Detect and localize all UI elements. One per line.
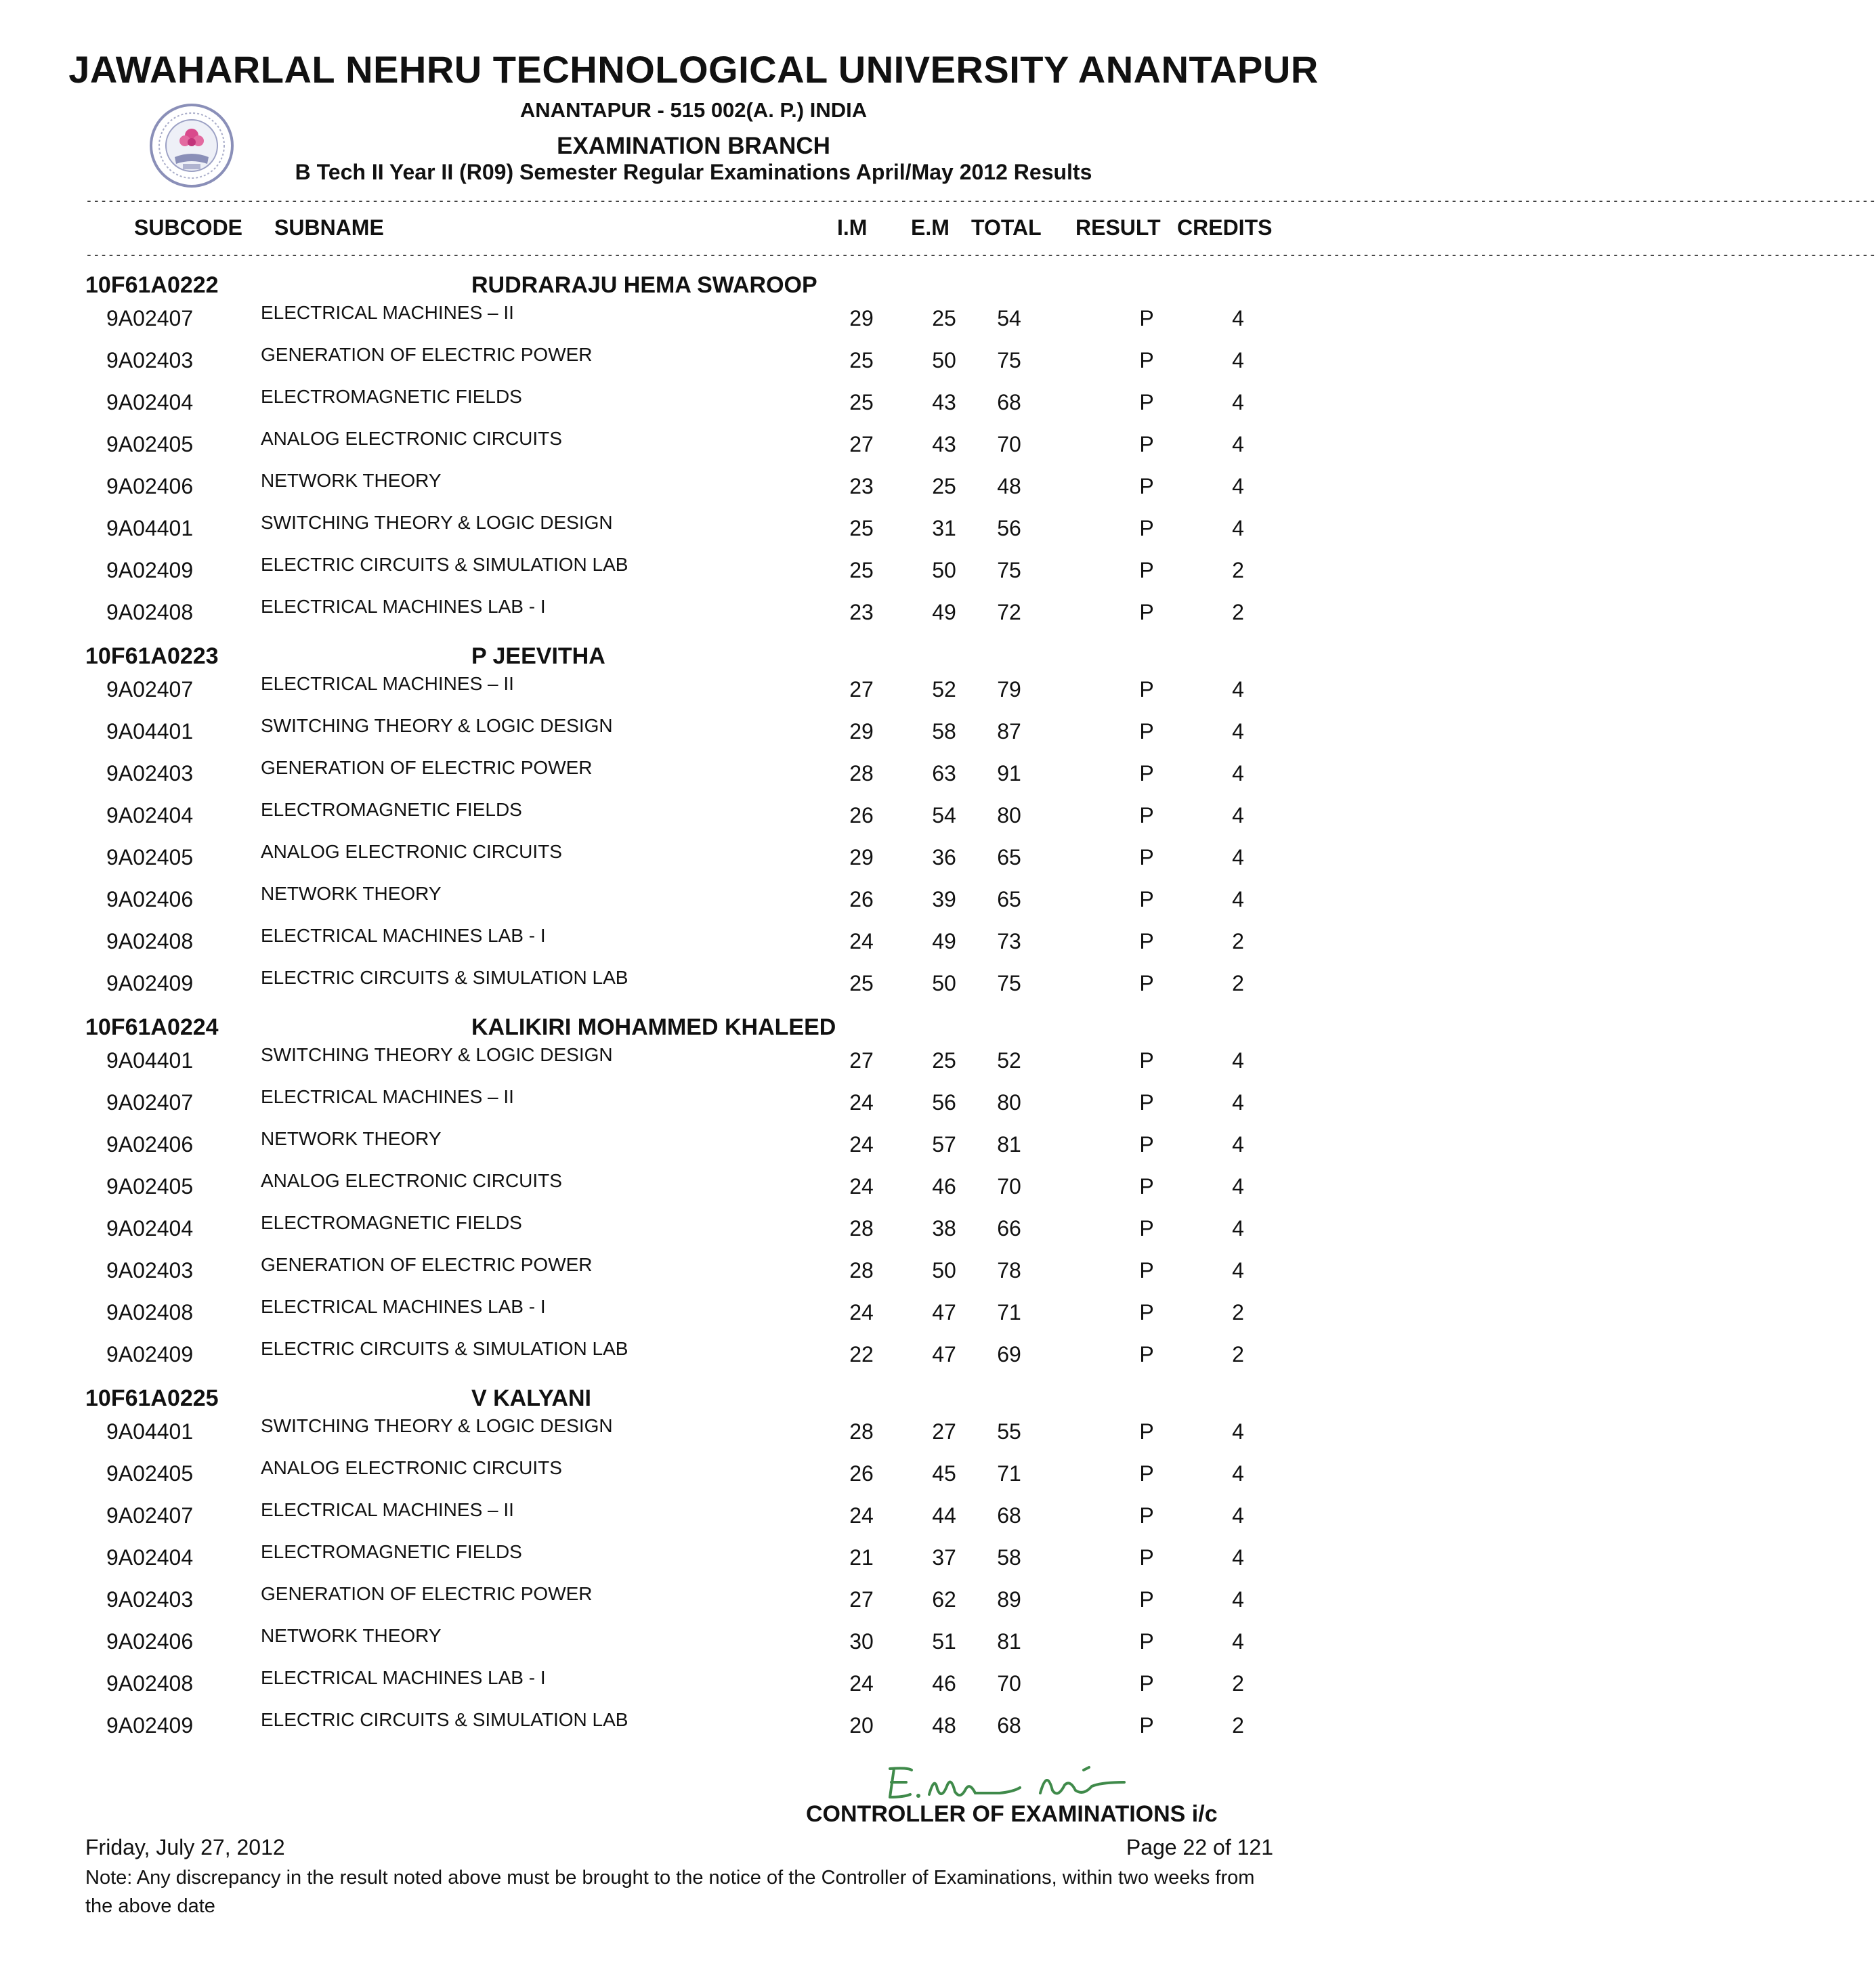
result-status: P (1139, 1132, 1154, 1157)
table-row (0, 1417, 1387, 1450)
subject-code: 9A02409 (106, 1342, 194, 1366)
credits: 4 (1232, 474, 1244, 498)
student-name: RUDRARAJU HEMA SWAROOP (471, 272, 817, 298)
credits: 4 (1232, 390, 1244, 414)
external-marks: 50 (932, 971, 956, 995)
university-address: ANANTAPUR - 515 002(A. P.) INDIA (519, 98, 868, 122)
credits: 2 (1232, 971, 1244, 995)
discrepancy-note: Note: Any discrepancy in the result noted above must be brought to the notice of the Controller of Examinations, within two weeks from the above date (85, 1867, 1255, 1917)
subject-code: 9A02409 (106, 558, 194, 582)
result-status: P (1139, 600, 1154, 624)
controller-title: CONTROLLER OF EXAMINATIONS i/c (806, 1801, 1218, 1827)
total-marks: 81 (997, 1132, 1021, 1157)
credits: 4 (1232, 1174, 1244, 1199)
result-status: P (1139, 1342, 1154, 1366)
result-status: P (1139, 1587, 1154, 1612)
subject-name: NETWORK THEORY (261, 1625, 442, 1646)
total-marks: 65 (997, 845, 1021, 869)
subject-name: ANALOG ELECTRONIC CIRCUITS (261, 1170, 562, 1191)
subject-name: ELECTRIC CIRCUITS & SIMULATION LAB (261, 554, 628, 575)
external-marks: 38 (932, 1216, 956, 1241)
subject-code: 9A02409 (106, 971, 194, 995)
external-marks: 44 (932, 1503, 956, 1528)
student-name: P JEEVITHA (471, 643, 605, 669)
table-row (0, 1046, 1387, 1079)
result-status: P (1139, 558, 1154, 582)
table-row (0, 884, 1387, 918)
external-marks: 57 (932, 1132, 956, 1157)
subject-name: ELECTRICAL MACHINES – II (261, 1499, 514, 1520)
table-row (0, 597, 1387, 631)
internal-marks: 21 (849, 1545, 874, 1570)
internal-marks: 23 (849, 474, 874, 498)
subject-name: SWITCHING THEORY & LOGIC DESIGN (261, 715, 613, 736)
credits: 2 (1232, 1671, 1244, 1696)
credits: 4 (1232, 887, 1244, 911)
table-row (0, 1087, 1387, 1121)
internal-marks: 28 (849, 761, 874, 785)
subject-code: 9A02406 (106, 1629, 194, 1654)
col-header-em: E.M (911, 215, 950, 240)
student-header (0, 1385, 1387, 1419)
external-marks: 62 (932, 1587, 956, 1612)
internal-marks: 24 (849, 1503, 874, 1528)
subject-code: 9A02405 (106, 845, 194, 869)
table-row (0, 513, 1387, 547)
student-roll-number: 10F61A0225 (85, 1385, 219, 1411)
credits: 4 (1232, 1503, 1244, 1528)
total-marks: 73 (997, 929, 1021, 953)
internal-marks: 24 (849, 929, 874, 953)
table-row (0, 1710, 1387, 1744)
result-status: P (1139, 1048, 1154, 1073)
external-marks: 46 (932, 1174, 956, 1199)
total-marks: 65 (997, 887, 1021, 911)
total-marks: 91 (997, 761, 1021, 785)
internal-marks: 24 (849, 1132, 874, 1157)
credits: 4 (1232, 432, 1244, 456)
table-row (0, 555, 1387, 589)
total-marks: 87 (997, 719, 1021, 744)
credits: 4 (1232, 719, 1244, 744)
external-marks: 50 (932, 348, 956, 372)
table-row (0, 926, 1387, 960)
subject-name: ELECTRICAL MACHINES – II (261, 1086, 514, 1107)
page-number: Page 22 of 121 (1126, 1835, 1273, 1859)
table-row (0, 471, 1387, 505)
external-marks: 39 (932, 887, 956, 911)
subject-name: ELECTRIC CIRCUITS & SIMULATION LAB (261, 1709, 628, 1730)
result-status: P (1139, 390, 1154, 414)
result-status: P (1139, 803, 1154, 827)
subject-code: 9A04401 (106, 516, 194, 540)
credits: 4 (1232, 803, 1244, 827)
internal-marks: 24 (849, 1671, 874, 1696)
result-status: P (1139, 1419, 1154, 1444)
col-header-subcode: SUBCODE (134, 215, 243, 240)
subject-code: 9A02405 (106, 432, 194, 456)
result-status: P (1139, 1713, 1154, 1738)
total-marks: 70 (997, 432, 1021, 456)
table-row (0, 303, 1387, 337)
result-status: P (1139, 1174, 1154, 1199)
table-row (0, 1255, 1387, 1289)
subject-code: 9A02405 (106, 1461, 194, 1486)
internal-marks: 25 (849, 558, 874, 582)
total-marks: 70 (997, 1671, 1021, 1696)
result-status: P (1139, 1629, 1154, 1654)
university-name: JAWAHARLAL NEHRU TECHNOLOGICAL UNIVERSITY ANANTAPUR (68, 48, 1319, 91)
subject-name: ELECTRICAL MACHINES – II (261, 302, 514, 323)
subject-code: 9A02403 (106, 1587, 194, 1612)
subject-name: SWITCHING THEORY & LOGIC DESIGN (261, 1044, 613, 1065)
credits: 4 (1232, 1629, 1244, 1654)
external-marks: 31 (932, 516, 956, 540)
subject-code: 9A04401 (106, 1419, 194, 1444)
table-row (0, 345, 1387, 379)
external-marks: 63 (932, 761, 956, 785)
credits: 2 (1232, 558, 1244, 582)
internal-marks: 26 (849, 803, 874, 827)
total-marks: 56 (997, 516, 1021, 540)
result-status: P (1139, 1461, 1154, 1486)
external-marks: 25 (932, 474, 956, 498)
result-status: P (1139, 474, 1154, 498)
student-roll-number: 10F61A0224 (85, 1014, 219, 1040)
col-header-subname: SUBNAME (274, 215, 384, 240)
internal-marks: 26 (849, 887, 874, 911)
credits: 4 (1232, 306, 1244, 330)
table-row (0, 1626, 1387, 1660)
total-marks: 72 (997, 600, 1021, 624)
table-row (0, 842, 1387, 876)
total-marks: 68 (997, 1503, 1021, 1528)
internal-marks: 27 (849, 1587, 874, 1612)
credits: 2 (1232, 1300, 1244, 1324)
external-marks: 49 (932, 600, 956, 624)
result-status: P (1139, 348, 1154, 372)
external-marks: 58 (932, 719, 956, 744)
student-roll-number: 10F61A0222 (85, 272, 219, 298)
credits: 2 (1232, 1713, 1244, 1738)
external-marks: 50 (932, 558, 956, 582)
total-marks: 75 (997, 558, 1021, 582)
subject-code: 9A02408 (106, 1300, 194, 1324)
total-marks: 54 (997, 306, 1021, 330)
subject-code: 9A04401 (106, 719, 194, 744)
table-row (0, 716, 1387, 750)
subject-code: 9A04401 (106, 1048, 194, 1073)
total-marks: 55 (997, 1419, 1021, 1444)
table-row (0, 1171, 1387, 1205)
subject-name: ELECTROMAGNETIC FIELDS (261, 1212, 522, 1233)
col-header-result: RESULT (1075, 215, 1161, 240)
student-header (0, 1014, 1387, 1048)
result-status: P (1139, 887, 1154, 911)
internal-marks: 27 (849, 1048, 874, 1073)
table-row (0, 1339, 1387, 1373)
total-marks: 68 (997, 1713, 1021, 1738)
col-header-credits: CREDITS (1177, 215, 1273, 240)
internal-marks: 25 (849, 348, 874, 372)
external-marks: 47 (932, 1342, 956, 1366)
credits: 4 (1232, 1132, 1244, 1157)
col-header-total: TOTAL (971, 215, 1042, 240)
subject-name: GENERATION OF ELECTRIC POWER (261, 1254, 593, 1275)
total-marks: 58 (997, 1545, 1021, 1570)
result-status: P (1139, 516, 1154, 540)
internal-marks: 28 (849, 1216, 874, 1241)
subject-name: ELECTRIC CIRCUITS & SIMULATION LAB (261, 967, 628, 988)
internal-marks: 22 (849, 1342, 874, 1366)
result-status: P (1139, 1503, 1154, 1528)
subject-name: SWITCHING THEORY & LOGIC DESIGN (261, 512, 613, 533)
internal-marks: 26 (849, 1461, 874, 1486)
student-header (0, 643, 1387, 677)
subject-code: 9A02408 (106, 600, 194, 624)
subject-code: 9A02407 (106, 1503, 194, 1528)
subject-name: ELECTRICAL MACHINES LAB - I (261, 1667, 546, 1688)
internal-marks: 29 (849, 845, 874, 869)
internal-marks: 24 (849, 1174, 874, 1199)
subject-code: 9A02407 (106, 306, 194, 330)
external-marks: 52 (932, 677, 956, 702)
total-marks: 75 (997, 971, 1021, 995)
subject-name: ELECTROMAGNETIC FIELDS (261, 1541, 522, 1562)
total-marks: 89 (997, 1587, 1021, 1612)
result-status: P (1139, 971, 1154, 995)
external-marks: 45 (932, 1461, 956, 1486)
total-marks: 78 (997, 1258, 1021, 1283)
subject-name: ELECTROMAGNETIC FIELDS (261, 386, 522, 407)
subject-name: ANALOG ELECTRONIC CIRCUITS (261, 841, 562, 862)
subject-code: 9A02404 (106, 1545, 194, 1570)
credits: 4 (1232, 1587, 1244, 1612)
subject-name: ELECTRIC CIRCUITS & SIMULATION LAB (261, 1338, 628, 1359)
subject-code: 9A02404 (106, 1216, 194, 1241)
total-marks: 71 (997, 1461, 1021, 1486)
subject-code: 9A02408 (106, 1671, 194, 1696)
subject-code: 9A02403 (106, 1258, 194, 1283)
credits: 2 (1232, 1342, 1244, 1366)
subject-code: 9A02408 (106, 929, 194, 953)
divider-top: ---------------------------------------------------------------------------------------------------------------------------------------------------------------------------------------------------------------------------------------------------- (85, 194, 1876, 208)
examination-branch: EXAMINATION BRANCH (557, 133, 830, 159)
external-marks: 25 (932, 306, 956, 330)
table-row (0, 800, 1387, 834)
subject-name: ELECTRICAL MACHINES LAB - I (261, 596, 546, 617)
total-marks: 80 (997, 1090, 1021, 1115)
student-header (0, 272, 1387, 306)
total-marks: 71 (997, 1300, 1021, 1324)
internal-marks: 27 (849, 677, 874, 702)
credits: 4 (1232, 677, 1244, 702)
divider-header: ---------------------------------------------------------------------------------------------------------------------------------------------------------------------------------------------------------------------------------------------------- (85, 248, 1876, 262)
subject-name: NETWORK THEORY (261, 883, 442, 904)
result-status: P (1139, 719, 1154, 744)
result-status: P (1139, 306, 1154, 330)
subject-code: 9A02406 (106, 1132, 194, 1157)
table-row (0, 1129, 1387, 1163)
result-status: P (1139, 929, 1154, 953)
subject-code: 9A02404 (106, 390, 194, 414)
external-marks: 46 (932, 1671, 956, 1696)
credits: 2 (1232, 929, 1244, 953)
external-marks: 54 (932, 803, 956, 827)
external-marks: 43 (932, 432, 956, 456)
internal-marks: 29 (849, 719, 874, 744)
subject-code: 9A02403 (106, 761, 194, 785)
subject-name: SWITCHING THEORY & LOGIC DESIGN (261, 1415, 613, 1436)
total-marks: 70 (997, 1174, 1021, 1199)
table-row (0, 1297, 1387, 1331)
internal-marks: 25 (849, 971, 874, 995)
result-status: P (1139, 1258, 1154, 1283)
credits: 4 (1232, 845, 1244, 869)
subject-name: GENERATION OF ELECTRIC POWER (261, 344, 593, 365)
col-header-im: I.M (837, 215, 868, 240)
credits: 2 (1232, 600, 1244, 624)
result-status: P (1139, 761, 1154, 785)
subject-code: 9A02407 (106, 1090, 194, 1115)
student-roll-number: 10F61A0223 (85, 643, 219, 669)
subject-code: 9A02406 (106, 887, 194, 911)
credits: 4 (1232, 1419, 1244, 1444)
subject-code: 9A02403 (106, 348, 194, 372)
credits: 4 (1232, 761, 1244, 785)
table-row (0, 674, 1387, 708)
external-marks: 49 (932, 929, 956, 953)
total-marks: 52 (997, 1048, 1021, 1073)
total-marks: 79 (997, 677, 1021, 702)
subject-code: 9A02409 (106, 1713, 194, 1738)
subject-code: 9A02404 (106, 803, 194, 827)
subject-name: ELECTROMAGNETIC FIELDS (261, 799, 522, 820)
internal-marks: 25 (849, 516, 874, 540)
table-row (0, 968, 1387, 1002)
credits: 4 (1232, 348, 1244, 372)
result-status: P (1139, 432, 1154, 456)
internal-marks: 28 (849, 1258, 874, 1283)
total-marks: 81 (997, 1629, 1021, 1654)
subject-name: GENERATION OF ELECTRIC POWER (261, 1583, 593, 1604)
internal-marks: 24 (849, 1090, 874, 1115)
credits: 4 (1232, 1048, 1244, 1073)
credits: 4 (1232, 1461, 1244, 1486)
external-marks: 56 (932, 1090, 956, 1115)
result-status: P (1139, 677, 1154, 702)
internal-marks: 23 (849, 600, 874, 624)
exam-title: B Tech II Year II (R09) Semester Regular Examinations April/May 2012 Results (295, 160, 1092, 184)
result-status: P (1139, 1545, 1154, 1570)
total-marks: 75 (997, 348, 1021, 372)
external-marks: 37 (932, 1545, 956, 1570)
subject-code: 9A02406 (106, 474, 194, 498)
student-name: V KALYANI (471, 1385, 591, 1411)
table-row (0, 1585, 1387, 1618)
internal-marks: 29 (849, 306, 874, 330)
total-marks: 69 (997, 1342, 1021, 1366)
table-row (0, 429, 1387, 463)
internal-marks: 27 (849, 432, 874, 456)
total-marks: 68 (997, 390, 1021, 414)
result-status: P (1139, 1216, 1154, 1241)
total-marks: 66 (997, 1216, 1021, 1241)
credits: 4 (1232, 516, 1244, 540)
subject-name: GENERATION OF ELECTRIC POWER (261, 757, 593, 778)
external-marks: 47 (932, 1300, 956, 1324)
subject-code: 9A02405 (106, 1174, 194, 1199)
credits: 4 (1232, 1545, 1244, 1570)
student-name: KALIKIRI MOHAMMED KHALEED (471, 1014, 836, 1040)
table-row (0, 1668, 1387, 1702)
external-marks: 48 (932, 1713, 956, 1738)
subject-name: ANALOG ELECTRONIC CIRCUITS (261, 1457, 562, 1478)
external-marks: 50 (932, 1258, 956, 1283)
external-marks: 51 (932, 1629, 956, 1654)
total-marks: 80 (997, 803, 1021, 827)
internal-marks: 25 (849, 390, 874, 414)
subject-code: 9A02407 (106, 677, 194, 702)
subject-name: ANALOG ELECTRONIC CIRCUITS (261, 428, 562, 449)
report-date: Friday, July 27, 2012 (85, 1835, 285, 1859)
external-marks: 27 (932, 1419, 956, 1444)
table-row (0, 387, 1387, 421)
total-marks: 48 (997, 474, 1021, 498)
table-row (0, 1459, 1387, 1492)
table-row (0, 1213, 1387, 1247)
subject-name: ELECTRICAL MACHINES LAB - I (261, 925, 546, 946)
internal-marks: 20 (849, 1713, 874, 1738)
credits: 4 (1232, 1216, 1244, 1241)
internal-marks: 30 (849, 1629, 874, 1654)
subject-name: ELECTRICAL MACHINES LAB - I (261, 1296, 546, 1317)
result-status: P (1139, 1671, 1154, 1696)
internal-marks: 24 (849, 1300, 874, 1324)
result-status: P (1139, 1300, 1154, 1324)
external-marks: 36 (932, 845, 956, 869)
result-status: P (1139, 845, 1154, 869)
subject-name: ELECTRICAL MACHINES – II (261, 673, 514, 694)
external-marks: 25 (932, 1048, 956, 1073)
table-row (0, 758, 1387, 792)
table-row (0, 1501, 1387, 1534)
external-marks: 43 (932, 390, 956, 414)
internal-marks: 28 (849, 1419, 874, 1444)
credits: 4 (1232, 1258, 1244, 1283)
subject-name: NETWORK THEORY (261, 470, 442, 491)
credits: 4 (1232, 1090, 1244, 1115)
subject-name: NETWORK THEORY (261, 1128, 442, 1149)
table-row (0, 1543, 1387, 1576)
result-status: P (1139, 1090, 1154, 1115)
